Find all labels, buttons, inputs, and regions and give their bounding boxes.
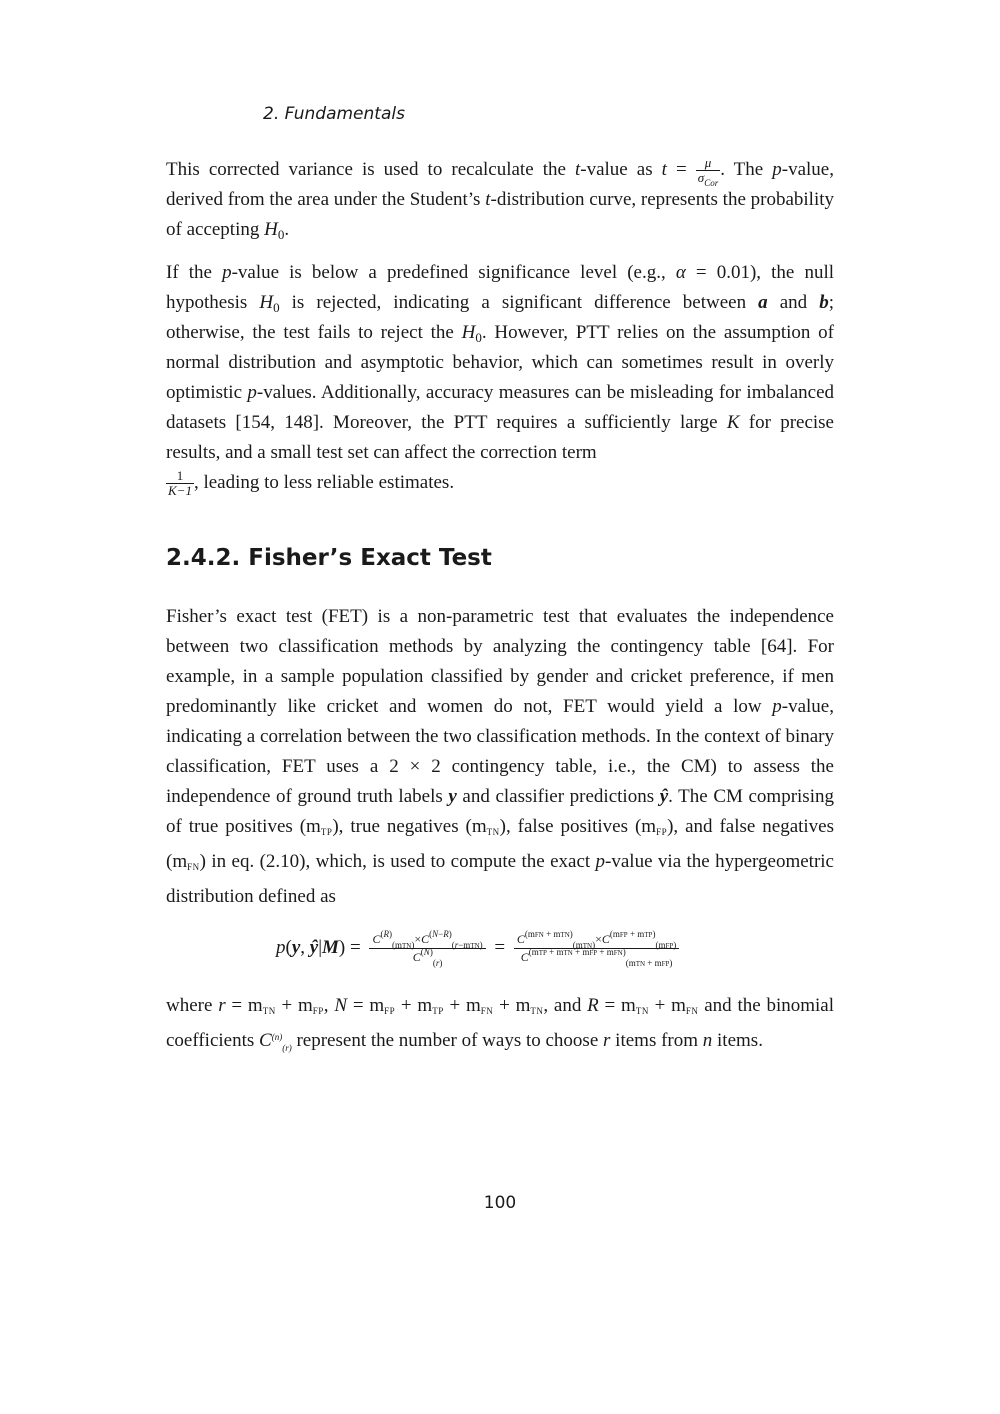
fraction-mu-over-sigma: $\frac{\mu}{\sigma_{Cor}}$ [697, 155, 719, 189]
fraction-one-over-k-minus-one: $\frac{1}{K-1}$ [168, 468, 192, 499]
hypergeometric-equation [166, 920, 834, 976]
equation-middle-fraction: $\frac{C^{(R)}_{(mTN)}\times C^{(N-R)}_{(r-mTN)}}{C^{(N)}_{(r)}}$ [369, 933, 485, 964]
paragraph-corrected-variance: This corrected variance is used to recalculate the t-value as t = $\frac{\mu}{\sigma_{Cor}}$ . The p-value, derived from the area under the Student’s t-distribution curve, represents the probability of accepting $H_0$. [166, 155, 834, 243]
equation-equals: = [494, 937, 506, 958]
page-number: 100 [483, 1193, 517, 1213]
equation-right-fraction: $\frac{C^{(mFN + mTN)}_{(mTN)}\times C^{(mFP + mTP)}_{(mFP)}}{C^{(mTP + mTN + mFP + mFN)}_{(mTN + mFP)}}$ [514, 933, 679, 964]
paragraph-where-definitions: where r = mTN + mFP, N = mFP + mTP + mFN + mTN, and R = mTN + mFN and the binomial coefficients $C^{(n)}_{(r)}$ represent the number of ways to choose r items from n items. [166, 991, 834, 1056]
binomial-coefficient: $C^{(n)}_{(r)}$ [259, 1030, 292, 1053]
running-header: 2. Fundamentals [263, 104, 405, 124]
equation-lhs: p(y, ŷ|M) = [276, 937, 361, 958]
paragraph-fisher-exact-test: Fisher’s exact test (FET) is a non-parametric test that evaluates the independence between two classification methods by analyzing the contingency table [64]. For example, in a sample population classified by gender and cricket preference, if men predominantly like cricket and women do not, FET would yield a low p-value, indicating a correlation between the two classification methods. In the context of binary classification, FET uses a 2 × 2 contingency table, i.e., the CM) to assess the independence of ground truth labels y and classifier predictions ŷ. The CM comprising of true positives (mTP), true negatives (mTN), false positives (mFP), and false negatives (mFN) in eq. (2.10), which, is used to compute the exact p-value via the hypergeometric distribution defined as [166, 606, 835, 907]
section-heading: 2.4.2. Fisher’s Exact Test [166, 545, 492, 571]
paragraph-p-value-significance: If the p-value is below a predefined significance level (e.g., α = 0.01), the null hypothesis $H_0$ is rejected, indicating a significant difference between a and b; otherwise, the test fails to reject the $H_0$. However, PTT relies on the assumption of normal distribution and asymptotic behavior, which can sometimes result in overly optimistic p-values. Additionally, accuracy measures can be misleading for imbalanced datasets [154, 148]. Moreover, the PTT requires a sufficiently large K for precise results, and a small test set can affect the correction term $\frac{1}{K-1}$ , leading to less reliable estimates. [166, 262, 835, 499]
